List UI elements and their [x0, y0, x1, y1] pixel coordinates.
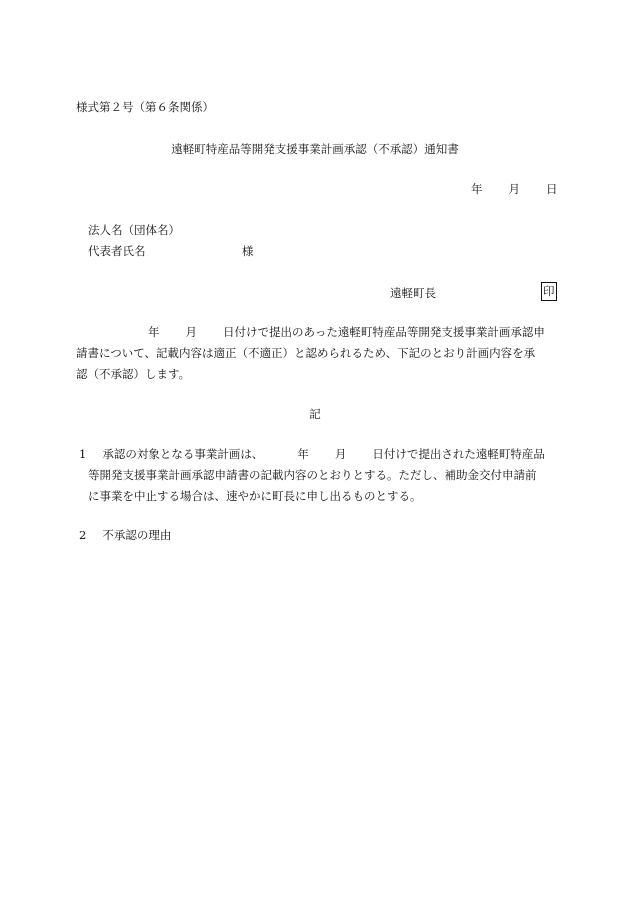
item-1-year: 年 [297, 447, 309, 461]
item-1-line-3: に事業を中止する場合は、速やかに町長に申し出るものとする。 [88, 489, 422, 503]
date-month: 月 [508, 182, 520, 196]
body-line-3: 認（不承認）します。 [76, 367, 191, 381]
item-2-text: 不承認の理由 [102, 528, 172, 542]
addressee-corporation: 法人名（団体名） [88, 223, 180, 237]
item-1-line-1 [79, 449, 545, 461]
item-1-text-a: 承認の対象となる事業計画は、 [102, 447, 264, 461]
body-line-2: 請書について、記載内容は適正（不適正）と認められるため、下記のとおり計画内容を承 [76, 346, 536, 360]
date-year: 年 [471, 182, 483, 196]
ki-heading: 記 [309, 407, 321, 421]
form-number: 様式第２号（第６条関係） [76, 100, 214, 114]
body-line-1 [76, 327, 545, 339]
seal-mark: 印 [541, 282, 557, 301]
item-1-number: 1 [79, 447, 87, 461]
item-2-number: 2 [79, 528, 87, 542]
document-title: 遠軽町特産品等開発支援事業計画承認（不承認）通知書 [171, 142, 459, 156]
issue-date [471, 184, 558, 196]
item-1-month: 月 [334, 447, 347, 461]
item-2 [79, 530, 171, 542]
body-month: 月 [185, 325, 197, 339]
addressee-honorific: 様 [242, 244, 254, 258]
item-1-line-2: 等開発支援事業計画承認申請書の記載内容のとおりとする。ただし、補助金交付申請前 [88, 468, 537, 482]
date-day: 日 [546, 182, 558, 196]
item-1-text-b: 日付けで提出された遠軽町特産品 [372, 447, 545, 461]
sender-name: 遠軽町長 [390, 286, 436, 300]
body-line-1-text: 日付けで提出のあった遠軽町特産品等開発支援事業計画承認申 [223, 325, 545, 339]
addressee-representative: 代表者氏名 [88, 244, 146, 258]
body-year: 年 [148, 325, 160, 339]
